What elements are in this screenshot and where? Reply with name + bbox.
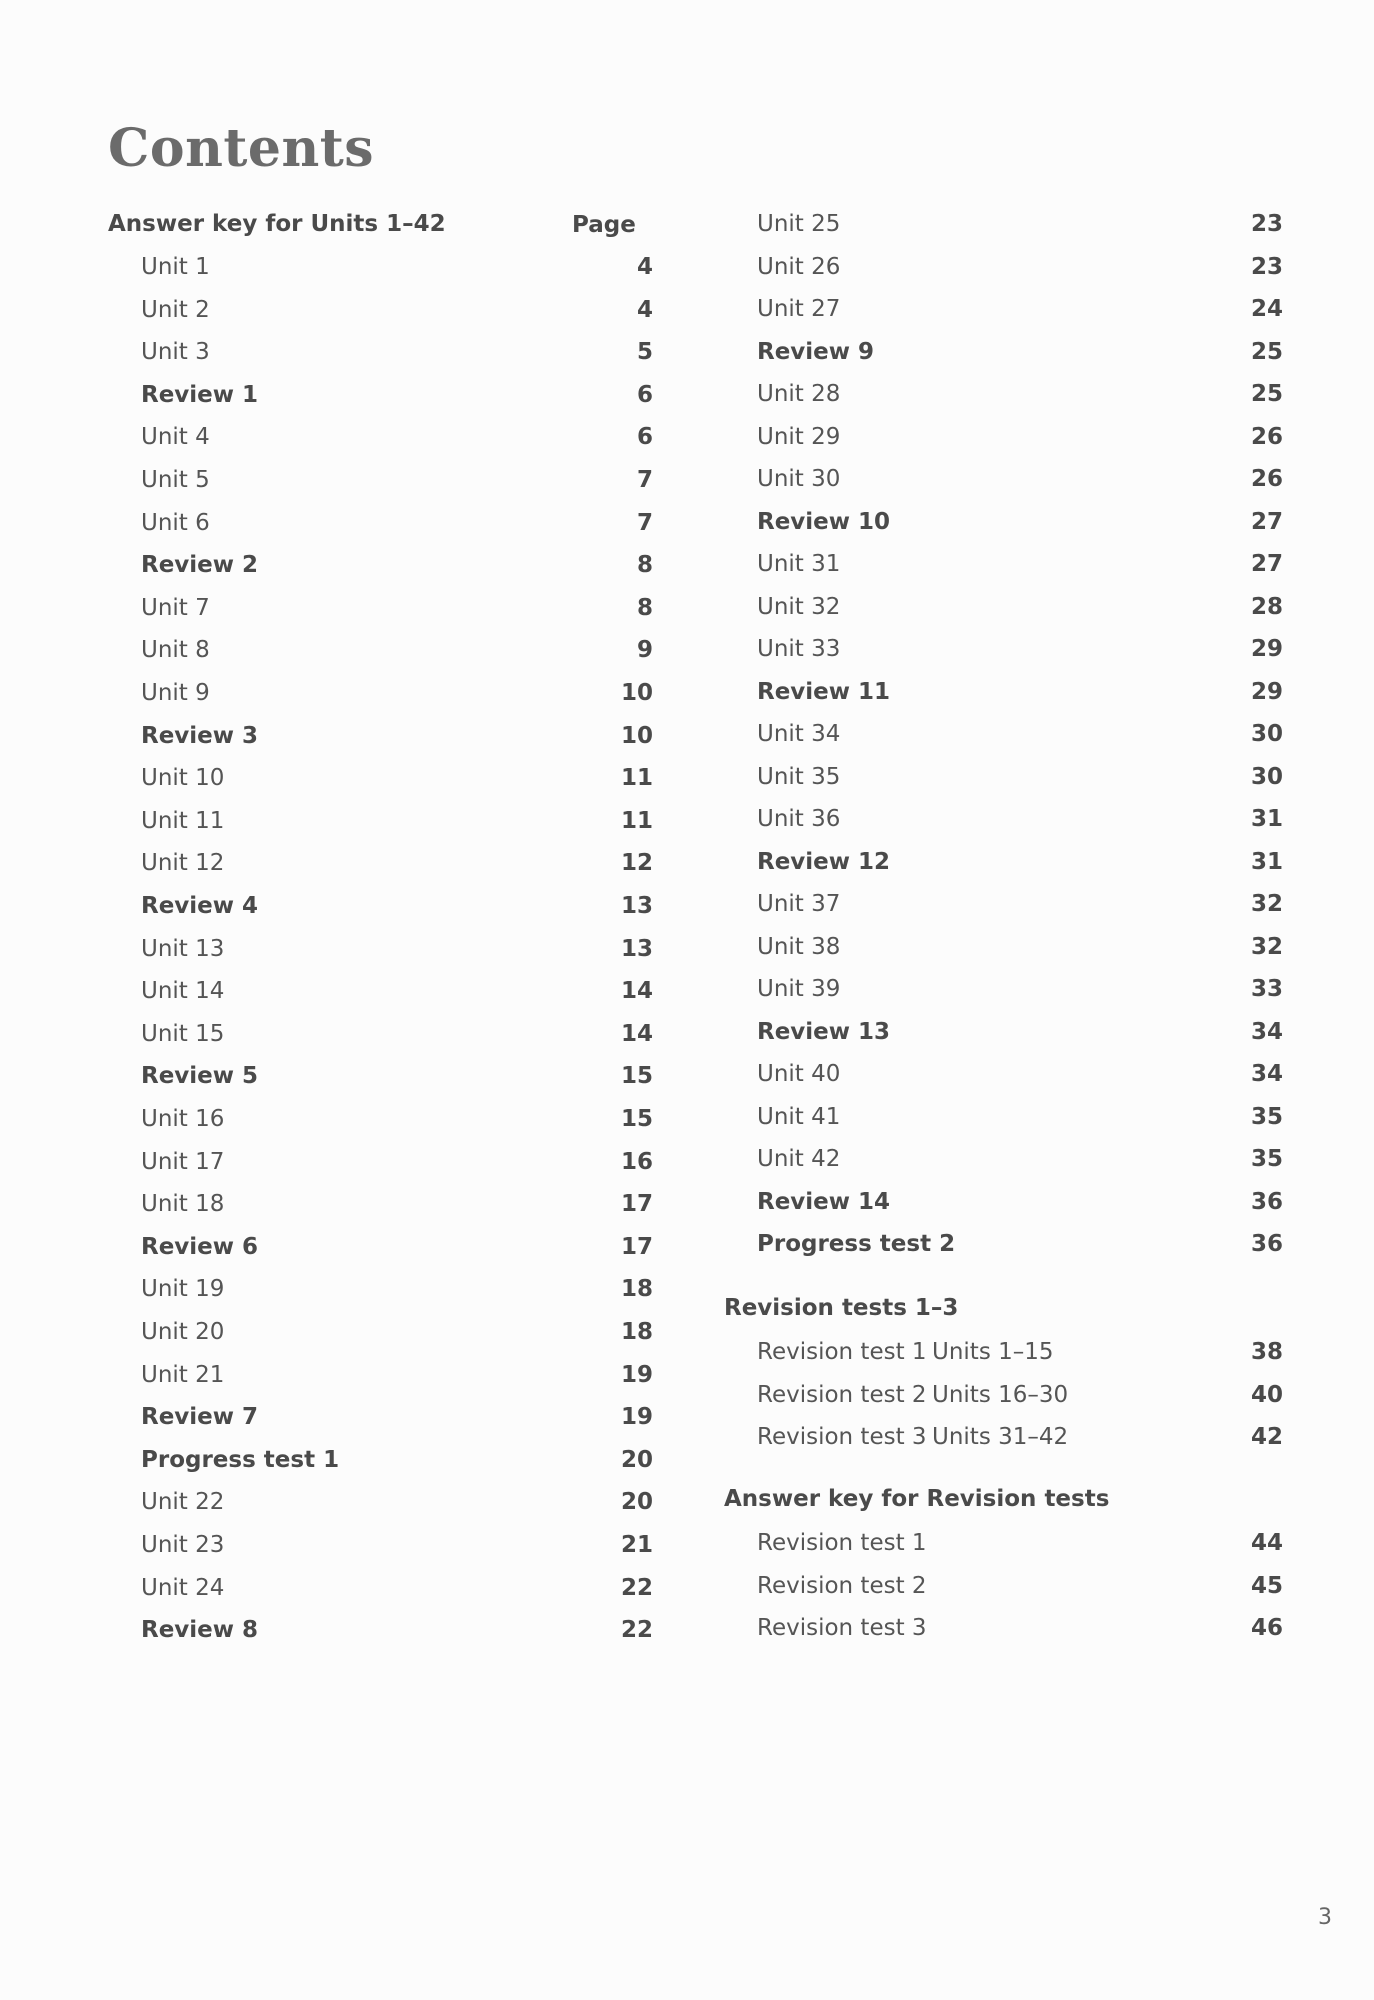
entry-page-number: 42 [1250, 1424, 1283, 1450]
entry-label: Review 14 [757, 1188, 891, 1215]
entry-page-number: 34 [1250, 1061, 1283, 1087]
page-column-header: Page [572, 212, 636, 238]
entry-page-number: 31 [1250, 806, 1283, 832]
entry-label: Unit 9 [141, 680, 210, 706]
entry-label: Review 3 [141, 722, 259, 749]
entry-page-number: 15 [620, 1063, 653, 1090]
entry-page-number: 26 [1250, 466, 1283, 492]
entry-label: Unit 33 [757, 636, 841, 662]
entry-page-number: 34 [1250, 1018, 1283, 1045]
entry-page-number: 29 [1250, 678, 1283, 705]
entry-label: Review 9 [757, 338, 875, 365]
entry-page-number: 32 [1250, 933, 1283, 960]
entry-page-number: 6 [636, 424, 653, 451]
entry-units: Units 16–30 [932, 1381, 1069, 1408]
entry-page-number: 20 [620, 1446, 653, 1473]
entry-page-number: 26 [1250, 423, 1283, 450]
entry-label: Unit 40 [757, 1061, 841, 1087]
entry-label: Unit 8 [141, 637, 210, 664]
entry-label: Unit 24 [141, 1574, 225, 1601]
entry-page-number: 8 [636, 594, 653, 621]
entry-label: Unit 17 [141, 1148, 225, 1175]
entry-label: Review 10 [757, 508, 891, 535]
entry-label: Unit 5 [141, 467, 210, 493]
entry-page-number: 21 [620, 1532, 653, 1558]
entry-page-number: 24 [1250, 296, 1283, 322]
entry-page-number: 13 [620, 893, 653, 919]
entry-page-number: 17 [620, 1233, 653, 1260]
entry-label: Unit 37 [757, 891, 841, 917]
entry-page-number: 4 [636, 296, 653, 323]
entry-page-number: 12 [620, 850, 653, 877]
entry-label: Review 8 [141, 1617, 259, 1644]
entry-label: Unit 6 [141, 509, 210, 536]
entry-page-number: 18 [620, 1319, 653, 1345]
entry-page-number: 13 [620, 935, 653, 962]
entry-label: Revision test 1 [757, 1339, 927, 1365]
entry-label: Review 2 [141, 552, 259, 579]
entry-label: Revision test 3 [757, 1424, 927, 1450]
entry-page-number: 25 [1250, 381, 1283, 407]
entry-label: Review 1 [141, 381, 259, 408]
entry-page-number: 16 [620, 1148, 653, 1175]
entry-label: Progress test 1 [141, 1446, 340, 1473]
entry-label: Unit 15 [141, 1020, 225, 1047]
entry-label: Progress test 2 [757, 1231, 956, 1257]
revision-answer-key-heading: Answer key for Revision tests [724, 1486, 1110, 1512]
entry-page-number: 22 [620, 1617, 653, 1644]
entry-label: Unit 20 [141, 1319, 225, 1345]
entry-page-number: 23 [1250, 253, 1283, 280]
entry-page-number: 40 [1250, 1381, 1283, 1408]
entry-page-number: 29 [1250, 636, 1283, 662]
entry-label: Review 6 [141, 1233, 259, 1260]
entry-label: Unit 12 [141, 850, 225, 877]
entry-page-number: 8 [636, 552, 653, 579]
entry-page-number: 25 [1250, 338, 1283, 365]
entry-label: Review 12 [757, 848, 891, 875]
entry-label: Unit 13 [141, 935, 225, 962]
entry-page-number: 5 [636, 339, 653, 366]
entry-page-number: 7 [636, 467, 653, 493]
entry-page-number: 35 [1250, 1146, 1283, 1172]
entry-label: Review 4 [141, 893, 259, 919]
entry-label: Unit 19 [141, 1276, 225, 1303]
entry-page-number: 45 [1250, 1572, 1283, 1599]
entry-page-number: 38 [1250, 1339, 1283, 1365]
entry-label: Unit 29 [757, 423, 841, 450]
entry-label: Revision test 3 [757, 1615, 927, 1641]
entry-label: Unit 18 [141, 1191, 225, 1218]
entry-label: Review 5 [141, 1063, 259, 1090]
entry-page-number: 27 [1250, 508, 1283, 535]
entry-label: Unit 34 [757, 721, 841, 747]
entry-label: Unit 27 [757, 296, 841, 322]
entry-page-number: 23 [1250, 211, 1283, 237]
entry-page-number: 22 [620, 1574, 653, 1601]
entry-label: Revision test 1 [757, 1530, 927, 1556]
page-number: 3 [1318, 1905, 1332, 1930]
entry-page-number: 30 [1250, 721, 1283, 747]
entry-label: Unit 30 [757, 466, 841, 492]
units-answer-key-heading: Answer key for Units 1–42 [108, 211, 446, 237]
entry-label: Unit 10 [141, 765, 225, 792]
entry-page-number: 33 [1250, 976, 1283, 1002]
entry-page-number: 18 [620, 1276, 653, 1303]
entry-page-number: 19 [620, 1361, 653, 1388]
entry-label: Unit 41 [757, 1103, 841, 1130]
entry-units: Units 1–15 [932, 1339, 1054, 1365]
entry-label: Unit 39 [757, 976, 841, 1002]
entry-label: Revision test 2 [757, 1381, 927, 1408]
entry-page-number: 20 [620, 1489, 653, 1516]
entry-page-number: 46 [1250, 1615, 1283, 1641]
entry-label: Unit 2 [141, 296, 210, 323]
entry-label: Unit 14 [141, 978, 225, 1005]
entry-page-number: 4 [636, 254, 653, 280]
entry-label: Unit 11 [141, 807, 225, 834]
entry-label: Unit 35 [757, 763, 841, 790]
entry-label: Unit 26 [757, 253, 841, 280]
entry-page-number: 14 [620, 978, 653, 1005]
entry-page-number: 11 [620, 765, 653, 792]
entry-label: Unit 1 [141, 254, 210, 280]
entry-label: Revision test 2 [757, 1572, 927, 1599]
page-title: Contents [108, 118, 375, 179]
entry-label: Review 11 [757, 678, 891, 705]
entry-page-number: 31 [1250, 848, 1283, 875]
entry-label: Unit 3 [141, 339, 210, 366]
entry-page-number: 27 [1250, 551, 1283, 577]
entry-page-number: 36 [1250, 1231, 1283, 1257]
entry-label: Unit 21 [141, 1361, 225, 1388]
entry-label: Unit 23 [141, 1532, 225, 1558]
entry-page-number: 19 [620, 1404, 653, 1431]
entry-units: Units 31–42 [932, 1424, 1069, 1450]
entry-label: Unit 36 [757, 806, 841, 832]
entry-page-number: 11 [620, 807, 653, 834]
entry-label: Unit 16 [141, 1106, 225, 1132]
entry-page-number: 28 [1250, 593, 1283, 620]
entry-page-number: 32 [1250, 891, 1283, 917]
entry-page-number: 36 [1250, 1188, 1283, 1215]
entry-label: Unit 38 [757, 933, 841, 960]
entry-page-number: 30 [1250, 763, 1283, 790]
entry-label: Unit 31 [757, 551, 841, 577]
entry-page-number: 14 [620, 1020, 653, 1047]
entry-page-number: 10 [620, 680, 653, 706]
entry-label: Review 7 [141, 1404, 259, 1431]
entry-page-number: 17 [620, 1191, 653, 1218]
revision-tests-heading: Revision tests 1–3 [724, 1295, 959, 1321]
entry-page-number: 15 [620, 1106, 653, 1132]
entry-page-number: 10 [620, 722, 653, 749]
entry-label: Review 13 [757, 1018, 891, 1045]
entry-label: Unit 7 [141, 594, 210, 621]
entry-page-number: 35 [1250, 1103, 1283, 1130]
entry-page-number: 7 [636, 509, 653, 536]
entry-label: Unit 42 [757, 1146, 841, 1172]
entry-label: Unit 25 [757, 211, 841, 237]
entry-label: Unit 32 [757, 593, 841, 620]
entry-page-number: 9 [636, 637, 653, 664]
entry-page-number: 6 [636, 381, 653, 408]
entry-label: Unit 22 [141, 1489, 225, 1516]
entry-page-number: 44 [1250, 1530, 1283, 1556]
entry-label: Unit 4 [141, 424, 210, 451]
entry-label: Unit 28 [757, 381, 841, 407]
